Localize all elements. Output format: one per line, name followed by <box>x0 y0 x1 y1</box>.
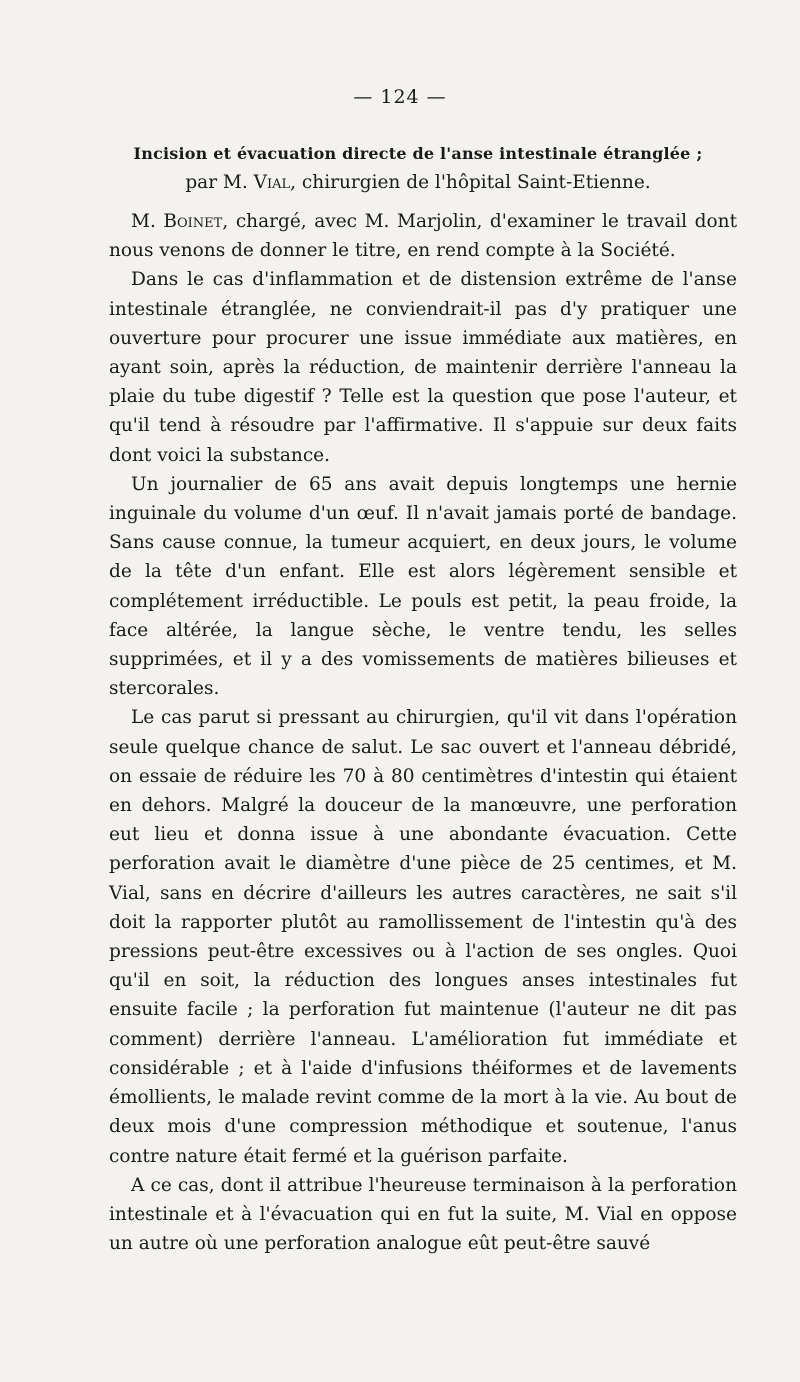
paragraph-1-rest: , chargé, avec M. Marjolin, d'examiner le travail dont nous venons de donner le titre, en rend compte à la Société. <box>109 211 737 262</box>
paragraph-1-prefix: M. <box>131 211 164 232</box>
page-number: — 124 — <box>353 86 447 108</box>
byline-suffix: , chirurgien de l'hôpital Saint-Etienne. <box>290 172 651 193</box>
paragraph-4: Le cas parut si pressant au chirurgien, qu'il vit dans l'opération seule quelque chance de salut. Le sac ouvert et l'anneau débridé, on essaie de réduire les 70 à 80 centimètres d'intestin qui étaient en dehors. Malgré la douceur de la manœuvre, une perforation eut lieu et donna issue à une abondante évacuation. Cette perforation avait le diamètre d'une pièce de 25 centimes, et M. Vial, sans en décrire d'ailleurs les autres caractères, ne sait s'il doit la rapporter plutôt au ramollissement de l'intestin qu'à des pressions peut-être excessives ou à l'action de ses ongles. Quoi qu'il en soit, la réduction des longues anses intestinales fut ensuite facile ; la perforation fut maintenue (l'auteur ne dit pas comment) derrière l'anneau. L'amélioration fut immédiate et considérable ; et à l'aide d'infusions théiformes et de lavements émollients, le malade revint comme de la mort à la vie. Au bout de deux mois d'une compression méthodique et soutenue, l'anus contre nature était fermé et la guérison parfaite. <box>109 707 737 1167</box>
body-text <box>109 207 737 1258</box>
paragraph-2: Dans le cas d'inflammation et de distension extrême de l'anse intestinale étranglée, ne conviendrait-il pas d'y pratiquer une ouverture pour procurer une issue immédiate aux matières, en ayant soin, après la réduction, de maintenir derrière l'anneau la plaie du tube digestif ? Telle est la question que pose l'auteur, et qu'il tend à résoudre par l'affirmative. Il s'appuie sur deux faits dont voici la substance. <box>109 269 737 466</box>
author-name: Vial <box>253 172 291 193</box>
paragraph-3: Un journalier de 65 ans avait depuis longtemps une hernie inguinale du volume d'un œuf. Il n'avait jamais porté de bandage. Sans cause connue, la tumeur acquiert, en deux jours, le volume de la tête d'un enfant. Elle est alors légèrement sensible et complétement irréductible. Le pouls est petit, la peau froide, la face altérée, la langue sèche, le ventre tendu, les selles supprimées, et il y a des vomissements de matières bilieuses et stercorales. <box>109 473 737 700</box>
paragraph-1 <box>109 207 737 265</box>
paragraph-5: A ce cas, dont il attribue l'heureuse terminaison à la perforation intestinale et à l'évacuation qui en fut la suite, M. Vial en oppose un autre où une perforation analogue eût peut-être sauvé <box>109 1174 737 1255</box>
reporter-name: Boinet <box>163 211 223 232</box>
section-heading: Incision et évacuation directe de l'anse intestinale étranglée ; <box>133 144 703 163</box>
byline-prefix: par M. <box>185 172 254 193</box>
byline <box>118 172 718 193</box>
